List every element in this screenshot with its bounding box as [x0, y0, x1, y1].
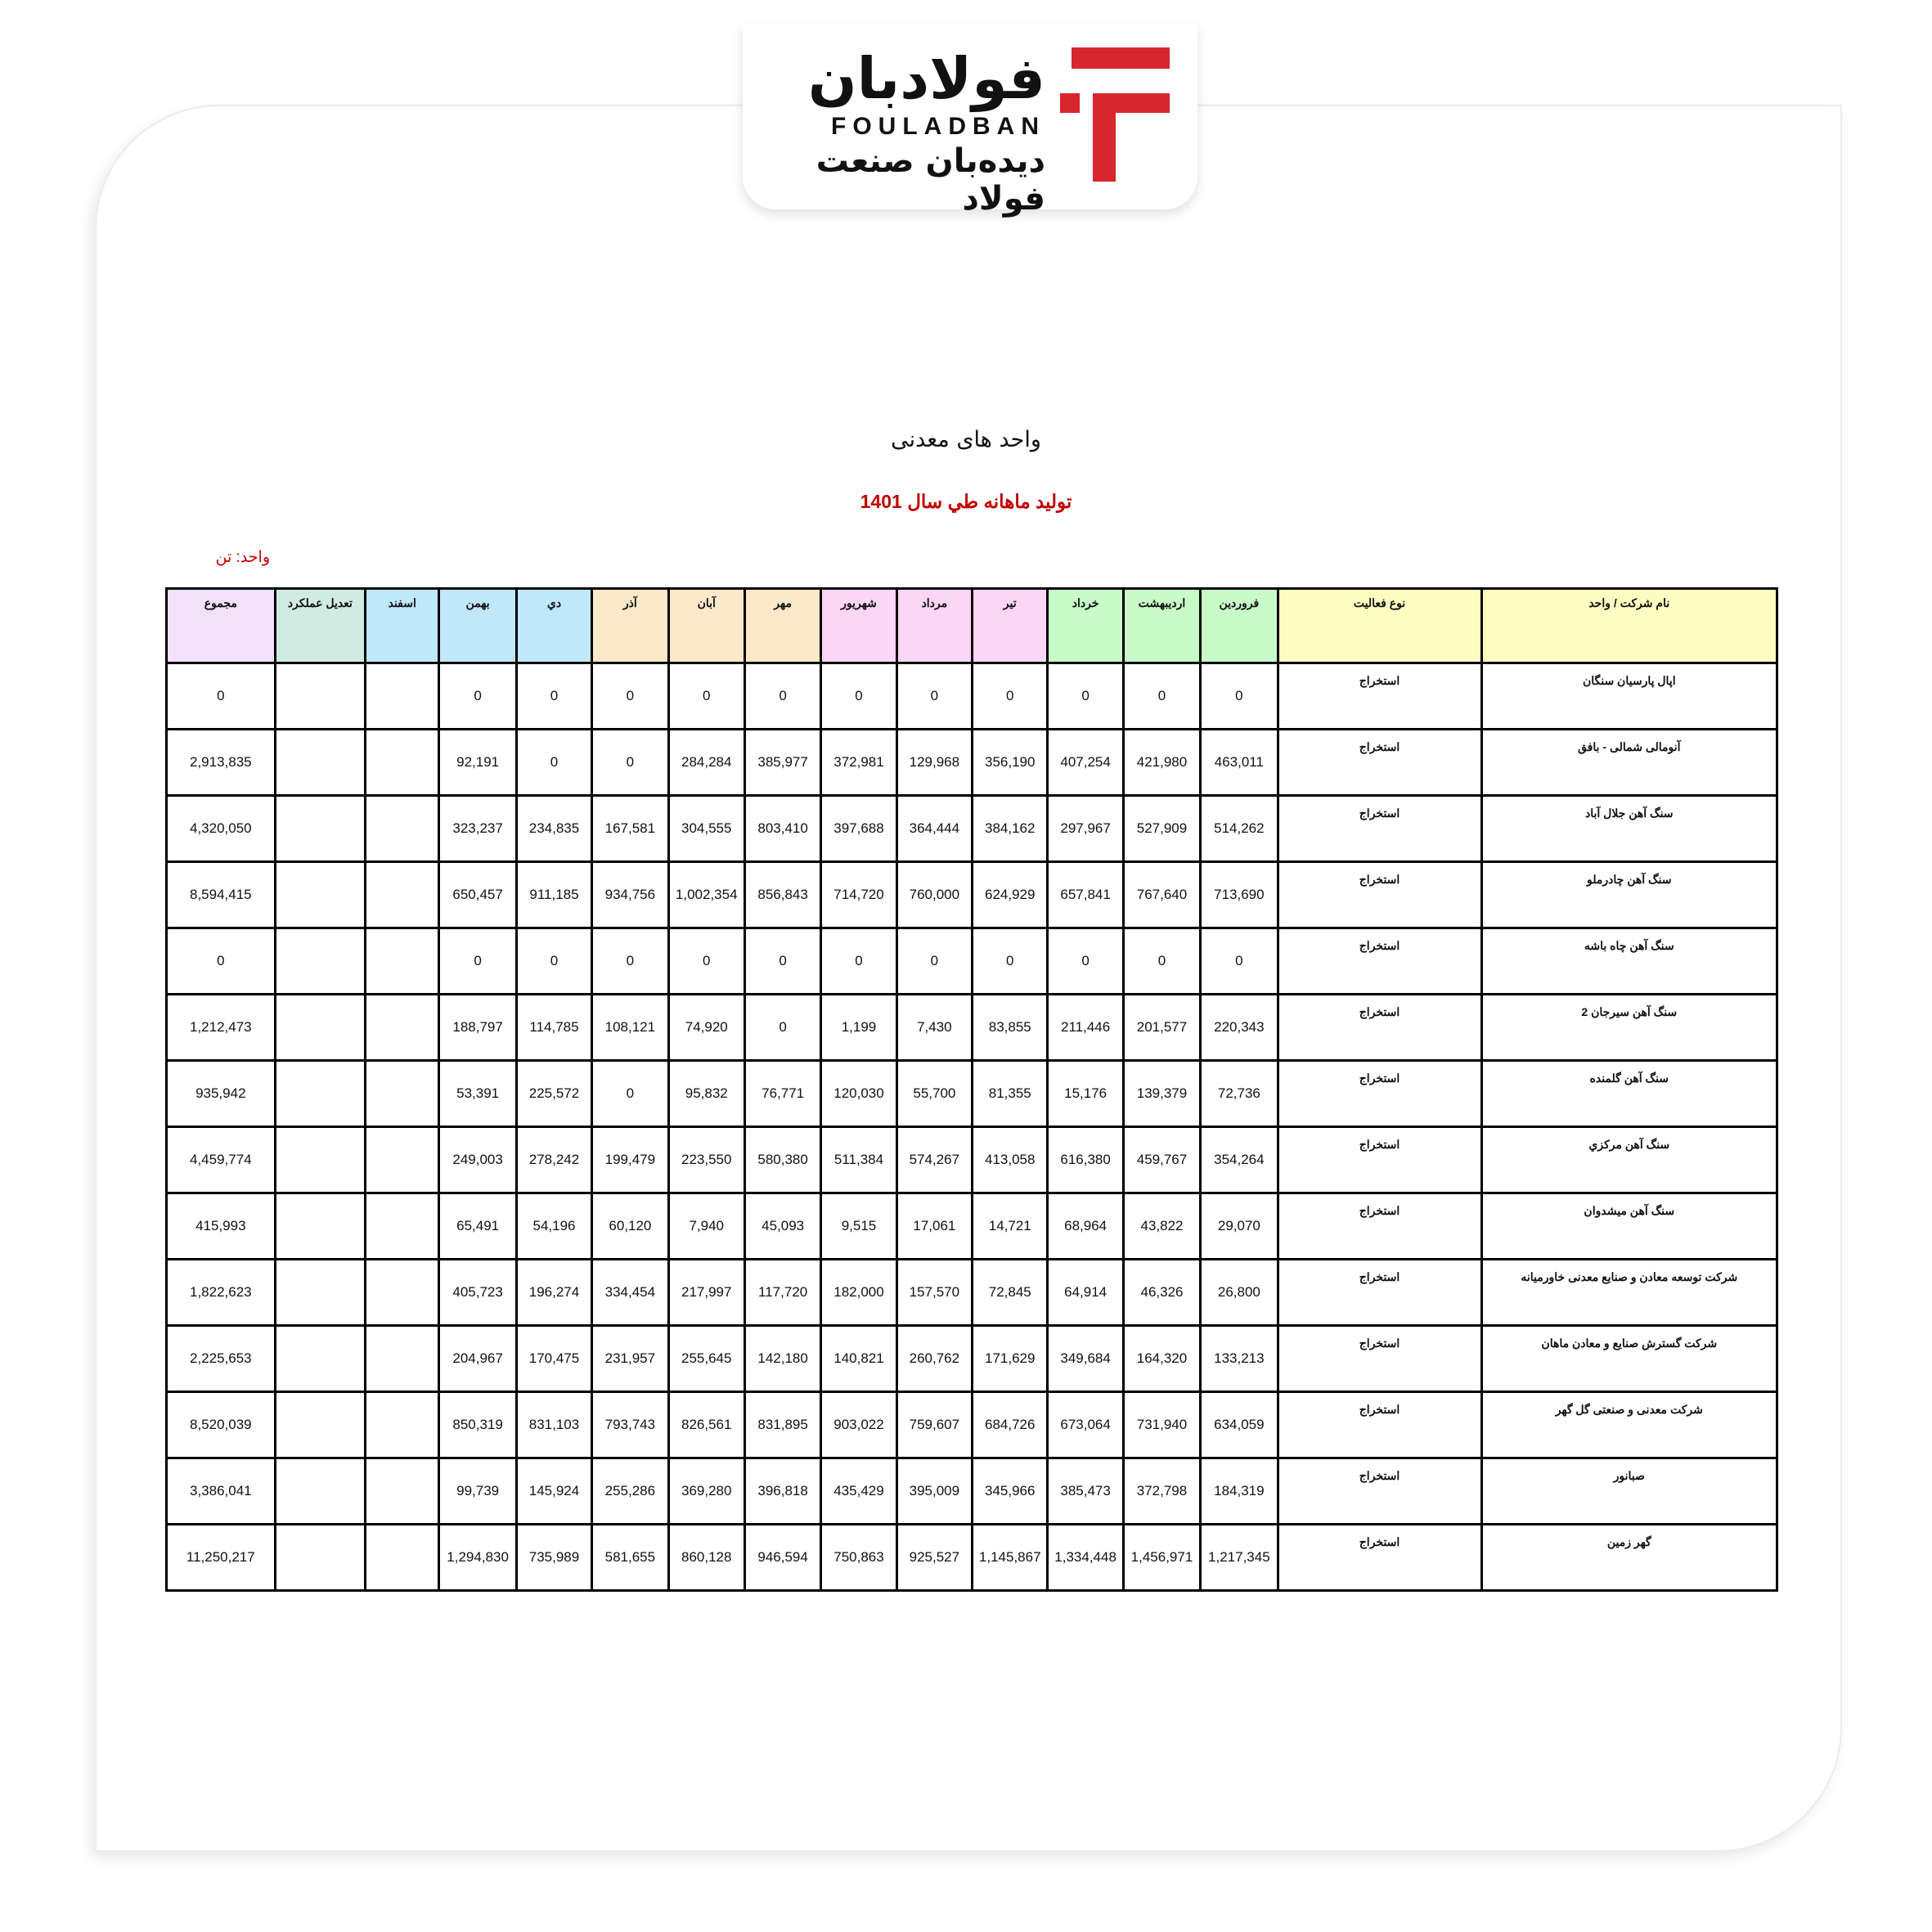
table-row — [167, 1392, 1777, 1458]
company-name-cell: شرکت توسعه معادن و صنایع معدنی خاورمیانه — [1481, 1260, 1777, 1326]
month-value-cell: 0 — [821, 928, 896, 995]
month-value-cell: 72,845 — [973, 1260, 1048, 1326]
month-value-cell: 334,454 — [592, 1260, 668, 1326]
logo-name-fa: فولادبان — [807, 45, 1045, 112]
month-value-cell: 0 — [1048, 663, 1123, 730]
month-value-cell: 397,688 — [821, 796, 896, 862]
month-value-cell: 767,640 — [1123, 862, 1200, 928]
month-value-cell: 1,199 — [821, 995, 896, 1061]
month-value-cell: 850,319 — [439, 1392, 516, 1458]
month-value-cell: 0 — [668, 663, 744, 730]
adjustment-cell — [275, 928, 365, 995]
month-value-cell: 255,645 — [668, 1326, 744, 1392]
month-value-cell: 369,280 — [668, 1458, 744, 1525]
month-value-cell: 0 — [592, 663, 668, 730]
month-value-cell — [366, 1061, 439, 1127]
activity-cell: استخراج — [1278, 796, 1481, 862]
report-subtitle: توليد ماهانه طي سال 1401 — [860, 491, 1072, 512]
month-value-cell: 581,655 — [592, 1525, 668, 1591]
header-month: مرداد — [896, 589, 972, 663]
month-value-cell: 29,070 — [1201, 1193, 1278, 1260]
month-value-cell: 9,515 — [821, 1193, 896, 1260]
month-value-cell: 133,213 — [1201, 1326, 1278, 1392]
unit-label: واحد: تن — [215, 549, 270, 566]
header-month: آذر — [592, 589, 668, 663]
table-row — [167, 1061, 1777, 1127]
header-month: دي — [516, 589, 591, 663]
total-cell: 8,594,415 — [167, 862, 276, 928]
table-row — [167, 995, 1777, 1061]
month-value-cell: 14,721 — [973, 1193, 1048, 1260]
month-value-cell: 731,940 — [1123, 1392, 1200, 1458]
month-value-cell: 372,981 — [821, 730, 896, 796]
adjustment-cell — [275, 862, 365, 928]
month-value-cell: 0 — [668, 928, 744, 995]
month-value-cell: 856,843 — [744, 862, 820, 928]
month-value-cell: 157,570 — [896, 1260, 972, 1326]
month-value-cell: 217,997 — [668, 1260, 744, 1326]
month-value-cell: 0 — [896, 928, 972, 995]
header-month: بهمن — [439, 589, 516, 663]
total-cell: 3,386,041 — [167, 1458, 276, 1525]
month-value-cell: 574,267 — [896, 1127, 972, 1193]
month-value-cell: 459,767 — [1123, 1127, 1200, 1193]
month-value-cell: 220,343 — [1201, 995, 1278, 1061]
month-value-cell: 17,061 — [896, 1193, 972, 1260]
month-value-cell — [366, 796, 439, 862]
month-value-cell: 199,479 — [592, 1127, 668, 1193]
table-row — [167, 928, 1777, 995]
month-value-cell: 76,771 — [744, 1061, 820, 1127]
month-value-cell: 284,284 — [668, 730, 744, 796]
company-name-cell: سنگ آهن چادرملو — [1481, 862, 1777, 928]
month-value-cell: 1,334,448 — [1048, 1525, 1123, 1591]
month-value-cell: 407,254 — [1048, 730, 1123, 796]
adjustment-cell — [275, 663, 365, 730]
month-value-cell: 0 — [1201, 928, 1278, 995]
month-value-cell: 0 — [973, 663, 1048, 730]
month-value-cell: 760,000 — [896, 862, 972, 928]
month-value-cell: 211,446 — [1048, 995, 1123, 1061]
month-value-cell: 26,800 — [1201, 1260, 1278, 1326]
month-value-cell: 260,762 — [896, 1326, 972, 1392]
table-row — [167, 663, 1777, 730]
month-value-cell: 304,555 — [668, 796, 744, 862]
month-value-cell: 463,011 — [1201, 730, 1278, 796]
company-name-cell: صبانور — [1481, 1458, 1777, 1525]
month-value-cell: 201,577 — [1123, 995, 1200, 1061]
month-value-cell — [366, 1326, 439, 1392]
header-name: نام شرکت / واحد — [1481, 589, 1777, 663]
month-value-cell: 55,700 — [896, 1061, 972, 1127]
table-row — [167, 1260, 1777, 1326]
month-value-cell: 413,058 — [973, 1127, 1048, 1193]
table-row — [167, 1458, 1777, 1525]
month-value-cell: 384,162 — [973, 796, 1048, 862]
month-value-cell: 395,009 — [896, 1458, 972, 1525]
adjustment-cell — [275, 1193, 365, 1260]
month-value-cell: 0 — [516, 730, 591, 796]
activity-cell: استخراج — [1278, 862, 1481, 928]
month-value-cell: 0 — [1123, 928, 1200, 995]
month-value-cell: 0 — [1048, 928, 1123, 995]
header-total: مجموع — [167, 589, 276, 663]
month-value-cell: 171,629 — [973, 1326, 1048, 1392]
month-value-cell: 74,920 — [668, 995, 744, 1061]
month-value-cell: 684,726 — [973, 1392, 1048, 1458]
table-row — [167, 1525, 1777, 1591]
header-month: خرداد — [1048, 589, 1123, 663]
header-month: آبان — [668, 589, 744, 663]
month-value-cell — [366, 1127, 439, 1193]
company-name-cell: سنگ آهن گلمنده — [1481, 1061, 1777, 1127]
month-value-cell: 1,002,354 — [668, 862, 744, 928]
month-value-cell: 53,391 — [439, 1061, 516, 1127]
month-value-cell: 0 — [592, 1061, 668, 1127]
adjustment-cell — [275, 1326, 365, 1392]
header-month: تير — [973, 589, 1048, 663]
month-value-cell — [366, 663, 439, 730]
activity-cell: استخراج — [1278, 1392, 1481, 1458]
header-activity: نوع فعالیت — [1278, 589, 1481, 663]
month-value-cell: 0 — [744, 995, 820, 1061]
month-value-cell: 634,059 — [1201, 1392, 1278, 1458]
company-name-cell: سنگ آهن میشدوان — [1481, 1193, 1777, 1260]
total-cell: 415,993 — [167, 1193, 276, 1260]
table-row — [167, 1326, 1777, 1392]
month-value-cell: 68,964 — [1048, 1193, 1123, 1260]
month-value-cell: 297,967 — [1048, 796, 1123, 862]
month-value-cell: 0 — [439, 663, 516, 730]
month-value-cell: 45,093 — [744, 1193, 820, 1260]
logo-f-mark-icon — [1060, 47, 1170, 182]
month-value-cell: 385,473 — [1048, 1458, 1123, 1525]
adjustment-cell — [275, 730, 365, 796]
total-cell: 0 — [167, 928, 276, 995]
month-value-cell: 164,320 — [1123, 1326, 1200, 1392]
month-value-cell: 1,217,345 — [1201, 1525, 1278, 1591]
month-value-cell: 7,940 — [668, 1193, 744, 1260]
month-value-cell: 140,821 — [821, 1326, 896, 1392]
month-value-cell: 793,743 — [592, 1392, 668, 1458]
month-value-cell: 580,380 — [744, 1127, 820, 1193]
adjustment-cell — [275, 1061, 365, 1127]
adjustment-cell — [275, 796, 365, 862]
adjustment-cell — [275, 1127, 365, 1193]
table-body — [167, 663, 1777, 1591]
total-cell: 935,942 — [167, 1061, 276, 1127]
month-value-cell: 1,145,867 — [973, 1525, 1048, 1591]
company-name-cell: شرکت معدنی و صنعتی گل گهر — [1481, 1392, 1777, 1458]
month-value-cell: 925,527 — [896, 1525, 972, 1591]
month-value-cell: 234,835 — [516, 796, 591, 862]
month-value-cell: 188,797 — [439, 995, 516, 1061]
month-value-cell: 60,120 — [592, 1193, 668, 1260]
logo-name-en: FOULADBAN — [831, 113, 1045, 140]
month-value-cell: 167,581 — [592, 796, 668, 862]
month-value-cell — [366, 928, 439, 995]
month-value-cell: 826,561 — [668, 1392, 744, 1458]
month-value-cell: 83,855 — [973, 995, 1048, 1061]
month-value-cell: 196,274 — [516, 1260, 591, 1326]
table-row — [167, 862, 1777, 928]
month-value-cell: 0 — [592, 928, 668, 995]
activity-cell: استخراج — [1278, 1458, 1481, 1525]
total-cell: 1,212,473 — [167, 995, 276, 1061]
month-value-cell: 108,121 — [592, 995, 668, 1061]
month-value-cell: 860,128 — [668, 1525, 744, 1591]
table-row — [167, 730, 1777, 796]
month-value-cell: 831,895 — [744, 1392, 820, 1458]
activity-cell: استخراج — [1278, 1525, 1481, 1591]
month-value-cell: 204,967 — [439, 1326, 516, 1392]
adjustment-cell — [275, 995, 365, 1061]
month-value-cell: 345,966 — [973, 1458, 1048, 1525]
total-cell: 1,822,623 — [167, 1260, 276, 1326]
logo — [743, 25, 1197, 218]
total-cell: 2,225,653 — [167, 1326, 276, 1392]
company-name-cell: سنگ آهن چاه باشه — [1481, 928, 1777, 995]
month-value-cell: 0 — [592, 730, 668, 796]
company-name-cell: گهر زمین — [1481, 1525, 1777, 1591]
month-value-cell: 657,841 — [1048, 862, 1123, 928]
activity-cell: استخراج — [1278, 995, 1481, 1061]
report-title: واحد های معدنی — [891, 427, 1041, 452]
month-value-cell: 0 — [821, 663, 896, 730]
month-value-cell: 170,475 — [516, 1326, 591, 1392]
month-value-cell: 117,720 — [744, 1260, 820, 1326]
month-value-cell: 0 — [439, 928, 516, 995]
month-value-cell: 15,176 — [1048, 1061, 1123, 1127]
month-value-cell: 911,185 — [516, 862, 591, 928]
month-value-cell: 114,785 — [516, 995, 591, 1061]
adjustment-cell — [275, 1260, 365, 1326]
month-value-cell: 364,444 — [896, 796, 972, 862]
company-name-cell: آنومالی شمالی - بافق — [1481, 730, 1777, 796]
month-value-cell: 0 — [744, 928, 820, 995]
month-value-cell: 142,180 — [744, 1326, 820, 1392]
month-value-cell: 831,103 — [516, 1392, 591, 1458]
month-value-cell: 95,832 — [668, 1061, 744, 1127]
month-value-cell: 72,736 — [1201, 1061, 1278, 1127]
month-value-cell: 514,262 — [1201, 796, 1278, 862]
month-value-cell: 46,326 — [1123, 1260, 1200, 1326]
month-value-cell: 7,430 — [896, 995, 972, 1061]
activity-cell: استخراج — [1278, 663, 1481, 730]
adjustment-cell — [275, 1458, 365, 1525]
company-name-cell: اپال پارسیان سنگان — [1481, 663, 1777, 730]
total-cell: 11,250,217 — [167, 1525, 276, 1591]
logo-tagline: دیده‌بان صنعت فولاد — [815, 142, 1045, 218]
activity-cell: استخراج — [1278, 928, 1481, 995]
month-value-cell: 255,286 — [592, 1458, 668, 1525]
month-value-cell: 120,030 — [821, 1061, 896, 1127]
activity-cell: استخراج — [1278, 1193, 1481, 1260]
month-value-cell: 0 — [516, 663, 591, 730]
month-value-cell — [366, 1458, 439, 1525]
month-value-cell: 1,456,971 — [1123, 1525, 1200, 1591]
month-value-cell: 223,550 — [668, 1127, 744, 1193]
activity-cell: استخراج — [1278, 1326, 1481, 1392]
month-value-cell: 99,739 — [439, 1458, 516, 1525]
month-value-cell: 354,264 — [1201, 1127, 1278, 1193]
month-value-cell: 946,594 — [744, 1525, 820, 1591]
production-table — [165, 587, 1778, 1592]
month-value-cell: 65,491 — [439, 1193, 516, 1260]
table-row — [167, 1127, 1777, 1193]
month-value-cell: 714,720 — [821, 862, 896, 928]
month-value-cell: 43,822 — [1123, 1193, 1200, 1260]
company-name-cell: شرکت گسترش صنایع و معادن ماهان — [1481, 1326, 1777, 1392]
month-value-cell: 54,196 — [516, 1193, 591, 1260]
table-header — [167, 589, 1777, 663]
month-value-cell: 803,410 — [744, 796, 820, 862]
month-value-cell: 92,191 — [439, 730, 516, 796]
total-cell: 2,913,835 — [167, 730, 276, 796]
company-name-cell: سنگ آهن جلال آباد — [1481, 796, 1777, 862]
month-value-cell: 81,355 — [973, 1061, 1048, 1127]
adjustment-cell — [275, 1525, 365, 1591]
total-cell: 0 — [167, 663, 276, 730]
month-value-cell: 182,000 — [821, 1260, 896, 1326]
table-row — [167, 1193, 1777, 1260]
month-value-cell: 225,572 — [516, 1061, 591, 1127]
month-value-cell: 145,924 — [516, 1458, 591, 1525]
company-name-cell: سنگ آهن سیرجان 2 — [1481, 995, 1777, 1061]
activity-cell: استخراج — [1278, 1260, 1481, 1326]
month-value-cell: 616,380 — [1048, 1127, 1123, 1193]
header-month: شهريور — [821, 589, 896, 663]
month-value-cell: 624,929 — [973, 862, 1048, 928]
activity-cell: استخراج — [1278, 1127, 1481, 1193]
month-value-cell: 0 — [973, 928, 1048, 995]
month-value-cell — [366, 1193, 439, 1260]
activity-cell: استخراج — [1278, 1061, 1481, 1127]
month-value-cell: 0 — [896, 663, 972, 730]
total-cell: 4,320,050 — [167, 796, 276, 862]
month-value-cell: 129,968 — [896, 730, 972, 796]
month-value-cell: 139,379 — [1123, 1061, 1200, 1127]
month-value-cell: 385,977 — [744, 730, 820, 796]
company-name-cell: سنگ آهن مرکزي — [1481, 1127, 1777, 1193]
month-value-cell: 759,607 — [896, 1392, 972, 1458]
month-value-cell: 527,909 — [1123, 796, 1200, 862]
month-value-cell — [366, 862, 439, 928]
month-value-cell: 673,064 — [1048, 1392, 1123, 1458]
month-value-cell: 511,384 — [821, 1127, 896, 1193]
month-value-cell: 735,989 — [516, 1525, 591, 1591]
month-value-cell — [366, 1525, 439, 1591]
month-value-cell: 750,863 — [821, 1525, 896, 1591]
month-value-cell — [366, 995, 439, 1061]
month-value-cell: 0 — [1201, 663, 1278, 730]
header-month: اسفند — [366, 589, 439, 663]
month-value-cell: 231,957 — [592, 1326, 668, 1392]
table-row — [167, 796, 1777, 862]
month-value-cell — [366, 730, 439, 796]
total-cell: 4,459,774 — [167, 1127, 276, 1193]
month-value-cell: 349,684 — [1048, 1326, 1123, 1392]
header-adjustment: تعديل عملكرد — [275, 589, 365, 663]
month-value-cell: 421,980 — [1123, 730, 1200, 796]
month-value-cell: 903,022 — [821, 1392, 896, 1458]
header-month: ارديبهشت — [1123, 589, 1200, 663]
month-value-cell: 650,457 — [439, 862, 516, 928]
activity-cell: استخراج — [1278, 730, 1481, 796]
month-value-cell: 356,190 — [973, 730, 1048, 796]
month-value-cell: 0 — [1123, 663, 1200, 730]
header-month: فروردين — [1201, 589, 1278, 663]
month-value-cell: 435,429 — [821, 1458, 896, 1525]
month-value-cell: 278,242 — [516, 1127, 591, 1193]
month-value-cell: 64,914 — [1048, 1260, 1123, 1326]
month-value-cell: 0 — [516, 928, 591, 995]
month-value-cell: 184,319 — [1201, 1458, 1278, 1525]
total-cell: 8,520,039 — [167, 1392, 276, 1458]
month-value-cell: 323,237 — [439, 796, 516, 862]
month-value-cell: 372,798 — [1123, 1458, 1200, 1525]
month-value-cell — [366, 1392, 439, 1458]
month-value-cell: 396,818 — [744, 1458, 820, 1525]
month-value-cell: 405,723 — [439, 1260, 516, 1326]
month-value-cell: 249,003 — [439, 1127, 516, 1193]
adjustment-cell — [275, 1392, 365, 1458]
header-month: مهر — [744, 589, 820, 663]
month-value-cell: 1,294,830 — [439, 1525, 516, 1591]
month-value-cell: 0 — [744, 663, 820, 730]
month-value-cell: 934,756 — [592, 862, 668, 928]
month-value-cell — [366, 1260, 439, 1326]
month-value-cell: 713,690 — [1201, 862, 1278, 928]
